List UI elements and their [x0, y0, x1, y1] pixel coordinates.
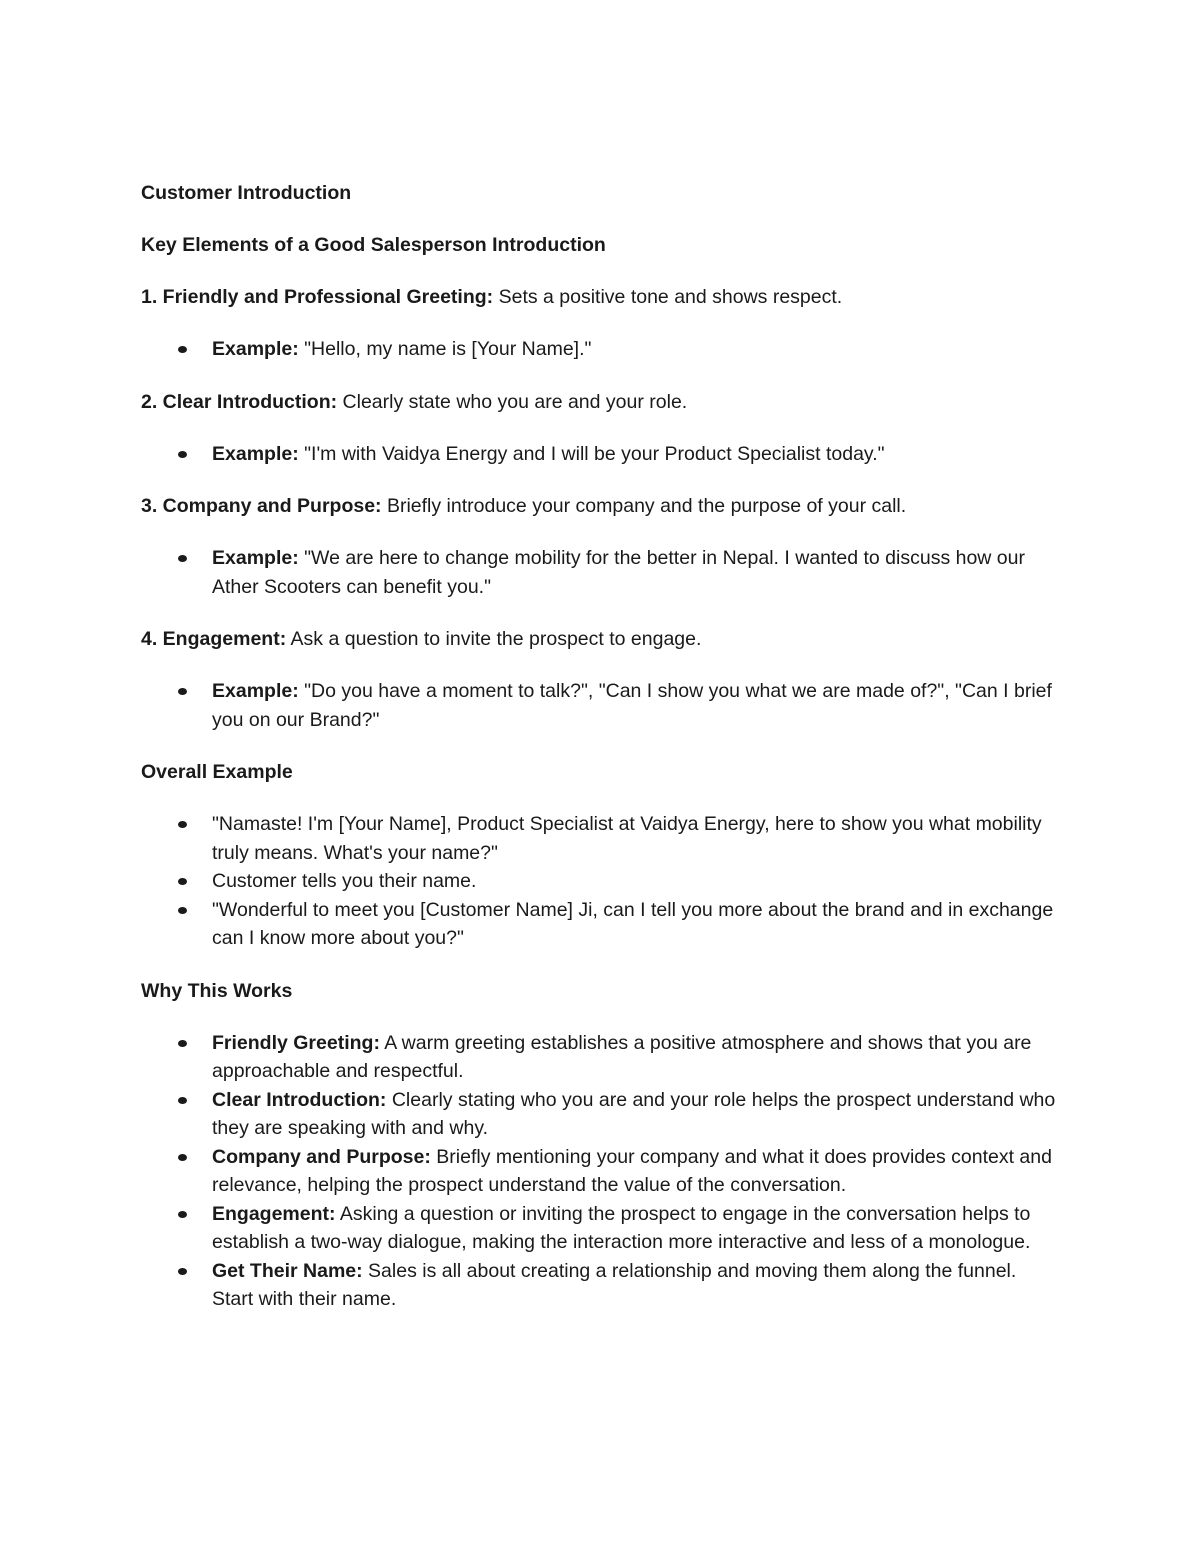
bullet-icon — [178, 878, 187, 885]
why-item-label: Engagement: — [212, 1202, 336, 1225]
example-label: Example: — [212, 680, 299, 702]
element-4-examples — [141, 677, 1061, 734]
list-item — [141, 1257, 1061, 1314]
list-item — [141, 810, 1061, 867]
element-1-text: Sets a positive tone and shows respect. — [493, 286, 843, 308]
bullet-icon — [178, 1154, 187, 1161]
bullet-icon — [178, 688, 187, 695]
bullet-icon — [178, 451, 187, 458]
section-heading-why-this-works: Why This Works — [141, 979, 293, 1002]
bullet-icon — [178, 907, 187, 914]
list-item — [141, 544, 1061, 601]
element-1-examples — [141, 335, 1061, 364]
document-page — [141, 179, 1061, 1314]
bullet-icon — [178, 346, 187, 353]
example-label: Example: — [212, 442, 299, 465]
bullet-icon — [178, 1097, 187, 1104]
element-3-text: Briefly introduce your company and the purpose of your call. — [381, 495, 907, 517]
list-item — [141, 1086, 1061, 1143]
example-text: "I'm with Vaidya Energy and I will be your Product Specialist today." — [298, 442, 885, 465]
element-4-text: Ask a question to invite the prospect to engage. — [286, 628, 702, 650]
overall-item-text: Customer tells you their name. — [212, 870, 477, 892]
why-item-text: Briefly mentioning your company and what it does provides context and relevance, helping the prospect understand the value of the conversation. — [212, 1145, 1052, 1196]
overall-item-text: "Namaste! I'm [Your Name], Product Specialist at Vaidya Energy, here to show you what mobility truly means. What's your name?" — [212, 813, 1042, 864]
overall-example-list — [141, 810, 1061, 953]
why-item-label: Friendly Greeting: — [212, 1031, 380, 1054]
element-3 — [141, 492, 1061, 520]
list-item — [141, 335, 1061, 364]
bullet-icon — [178, 1268, 187, 1275]
example-text: "Hello, my name is [Your Name]." — [298, 338, 592, 360]
list-item — [141, 1200, 1061, 1257]
bullet-icon — [178, 555, 187, 562]
bullet-icon — [178, 1040, 187, 1047]
element-4-label: 4. Engagement: — [141, 628, 287, 650]
why-item-text: Clearly stating who you are and your role helps the prospect understand who they are speaking with and why. — [212, 1088, 1056, 1139]
why-item-text: Sales is all about creating a relationship and moving them along the funnel. Start with their name. — [212, 1259, 1017, 1310]
why-item-label: Clear Introduction: — [212, 1088, 387, 1111]
bullet-icon — [178, 1211, 187, 1218]
list-item — [141, 440, 1061, 469]
section-heading-key-elements: Key Elements of a Good Salesperson Introduction — [141, 234, 606, 256]
why-item-text: A warm greeting establishes a positive atmosphere and shows that you are approachable and respectful. — [212, 1031, 1032, 1082]
document-title: Customer Introduction — [141, 182, 352, 204]
overall-item-text: "Wonderful to meet you [Customer Name] Ji, can I tell you more about the brand and in exchange can I know more about you?" — [212, 898, 1054, 949]
why-item-label: Get Their Name: — [212, 1259, 363, 1282]
list-item — [141, 677, 1061, 734]
why-this-works-list — [141, 1029, 1061, 1314]
list-item — [141, 896, 1061, 953]
example-text: "Do you have a moment to talk?", "Can I show you what we are made of?", "Can I brief you on our Brand?" — [212, 680, 1052, 731]
element-3-label: 3. Company and Purpose: — [141, 495, 382, 517]
element-2 — [141, 388, 1061, 416]
why-item-text: Asking a question or inviting the prospect to engage in the conversation helps to establish a two-way dialogue, making the interaction more interactive and less of a monologue. — [212, 1202, 1031, 1253]
bullet-icon — [178, 821, 187, 828]
element-1 — [141, 283, 1061, 311]
example-label: Example: — [212, 338, 299, 360]
section-heading-overall-example: Overall Example — [141, 761, 293, 783]
example-text: "We are here to change mobility for the better in Nepal. I wanted to discuss how our Ather Scooters can benefit you." — [212, 547, 1025, 598]
list-item — [141, 867, 1061, 896]
example-label: Example: — [212, 547, 299, 569]
element-2-examples — [141, 440, 1061, 469]
element-2-text: Clearly state who you are and your role. — [337, 390, 688, 413]
list-item — [141, 1029, 1061, 1086]
element-2-label: 2. Clear Introduction: — [141, 390, 338, 413]
list-item — [141, 1143, 1061, 1200]
why-item-label: Company and Purpose: — [212, 1145, 431, 1168]
element-4 — [141, 625, 1061, 653]
element-1-label: 1. Friendly and Professional Greeting: — [141, 286, 494, 308]
element-3-examples — [141, 544, 1061, 601]
